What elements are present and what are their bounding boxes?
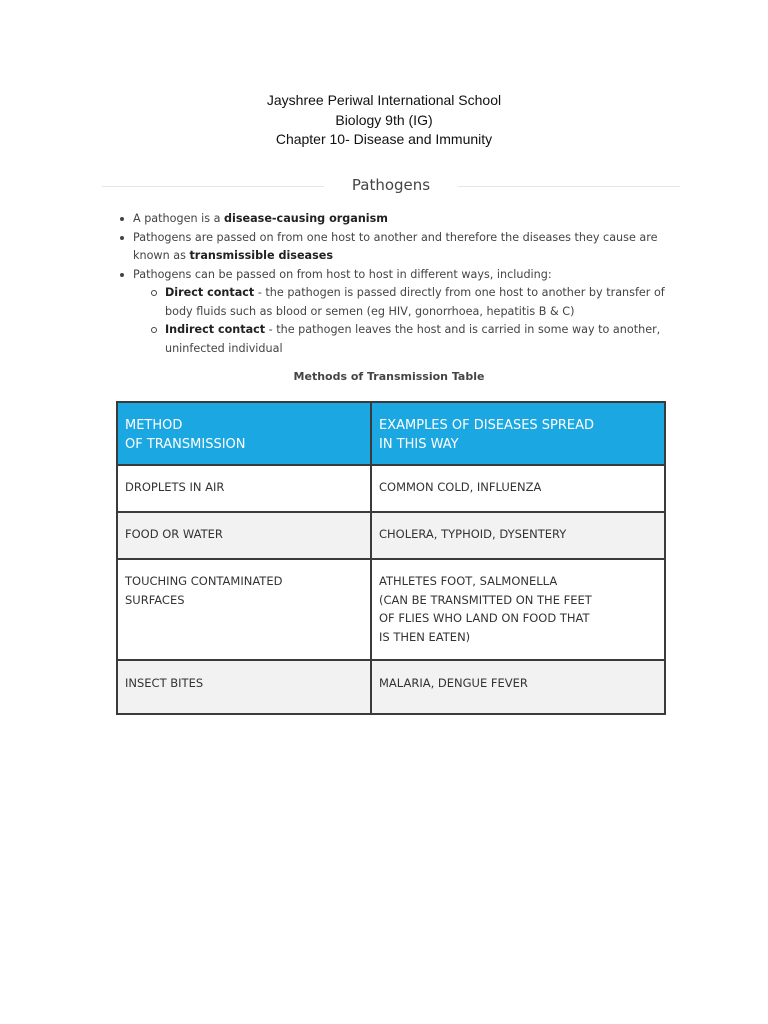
bullet-item (118, 210, 678, 229)
transmission-table (116, 401, 666, 715)
method-cell: DROPLETS IN AIR (117, 465, 371, 512)
examples-cell (371, 660, 665, 714)
bullet-bold-text: disease-causing organism (224, 212, 388, 225)
sub-bullet-text: - the pathogen leaves the host and is carried in some way to another, uninfected individual (165, 323, 661, 355)
table-header-row (117, 402, 665, 465)
examples-cell (371, 559, 665, 660)
header-text: OF TRANSMISSION (125, 436, 246, 452)
method-cell: FOOD OR WATER (117, 512, 371, 559)
method-text: TOUCHING CONTAMINATED (125, 574, 283, 588)
method-cell (117, 559, 371, 660)
examples-text: (CAN BE TRANSMITTED ON THE FEET (379, 592, 592, 607)
examples-cell (371, 465, 665, 512)
method-text: SURFACES (125, 592, 185, 607)
header-text: IN THIS WAY (379, 436, 459, 452)
header-method (117, 402, 371, 465)
bullet-text: A pathogen is a (133, 212, 225, 225)
examples-text: MALARIA, DENGUE FEVER (379, 676, 528, 690)
table-title: Methods of Transmission Table (293, 370, 485, 383)
method-cell: INSECT BITES (117, 660, 371, 714)
section-title: Pathogens (351, 176, 431, 194)
heading-rule-right (458, 186, 680, 187)
table-row (117, 559, 665, 660)
document-header (0, 91, 768, 150)
subject-line: Biology 9th (IG) (335, 111, 433, 128)
bullet-item (118, 266, 678, 359)
examples-text: ATHLETES FOOT, SALMONELLA (379, 574, 558, 588)
header-text: METHOD (125, 418, 183, 433)
bullet-list (118, 210, 678, 358)
table-row (117, 465, 665, 512)
header-examples (371, 402, 665, 465)
examples-text: COMMON COLD, INFLUENZA (379, 480, 542, 494)
header-text: EXAMPLES OF DISEASES SPREAD (379, 418, 595, 433)
sub-bullet-item (150, 284, 678, 321)
table-row (117, 512, 665, 559)
table-row (117, 660, 665, 714)
sub-bullet-bold-text: Indirect contact (165, 323, 266, 336)
section-heading (102, 174, 680, 198)
bullet-bold-text: transmissible diseases (189, 249, 334, 262)
chapter-line: Chapter 10- Disease and Immunity (275, 131, 493, 147)
bullet-text: Pathogens can be passed on from host to host in different ways, including: (133, 267, 552, 281)
examples-text: CHOLERA, TYPHOID, DYSENTERY (379, 527, 567, 541)
sub-bullet-item (150, 321, 678, 358)
bullet-text: Pathogens are passed on from one host to another and therefore the diseases they cause are known as (133, 230, 658, 262)
bullet-item (118, 229, 678, 266)
sub-bullet-bold-text: Direct contact (165, 286, 255, 299)
examples-cell (371, 512, 665, 559)
school-name: Jayshree Periwal International School (266, 92, 502, 108)
examples-text: IS THEN EATEN) (379, 629, 471, 644)
sub-bullet-text: - the pathogen is passed directly from one host to another by transfer of body fluids such as blood or semen (eg HIV, gonorrhoea, hepatitis B & C) (165, 286, 665, 318)
examples-text: OF FLIES WHO LAND ON FOOD THAT (379, 611, 590, 625)
